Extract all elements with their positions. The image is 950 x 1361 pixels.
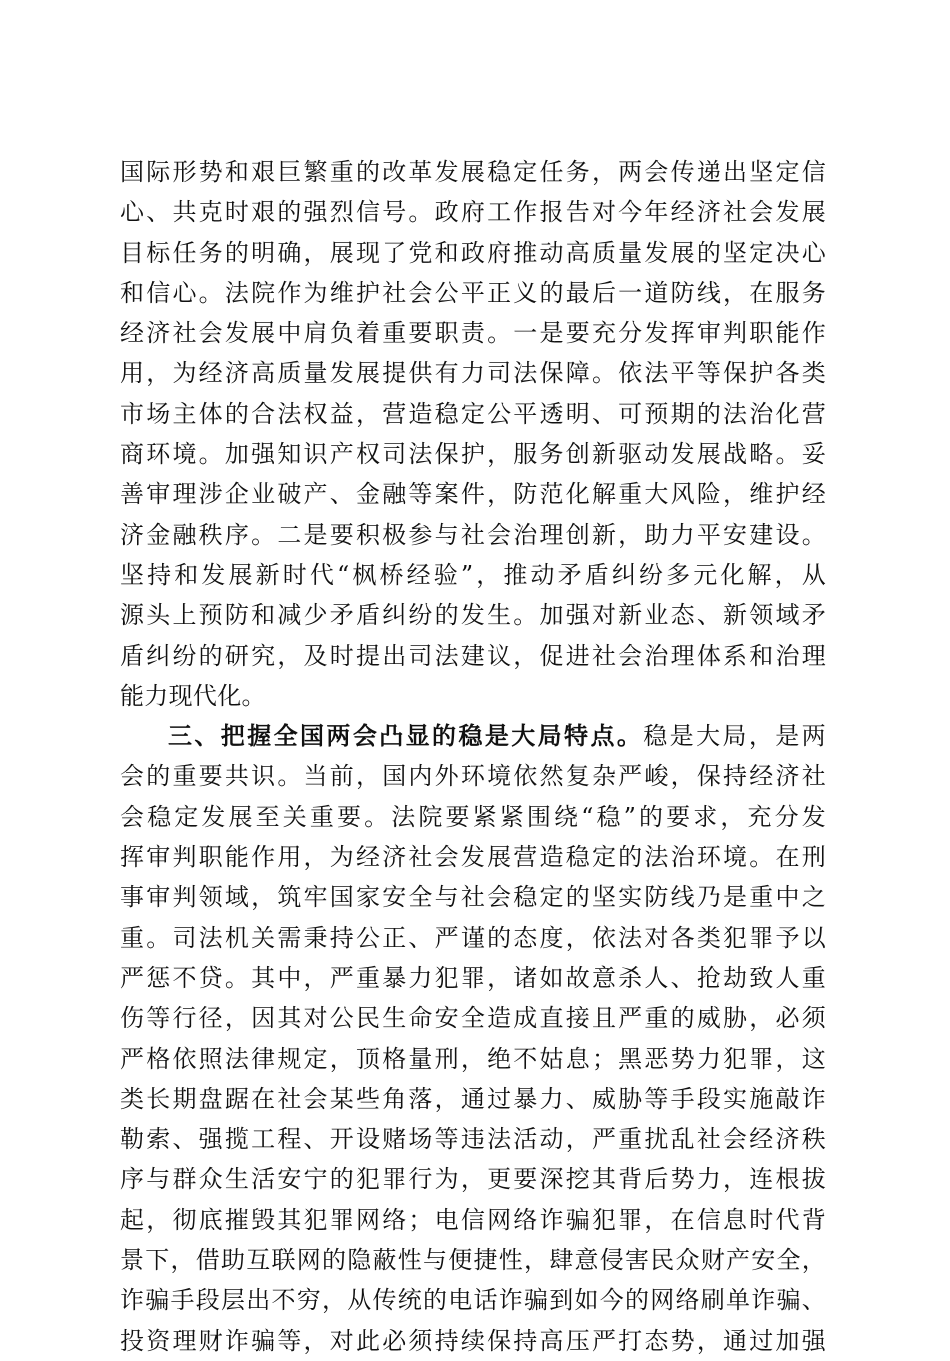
text-line: 严惩不贷。其中，严重暴力犯罪，诸如故意杀人、抢劫致人重 [120,963,826,992]
text-line: 景下，借助互联网的隐蔽性与便捷性，肆意侵害民众财产安全， [120,1246,826,1275]
text-line: 严格依照法律规定，顶格量刑，绝不姑息；黑恶势力犯罪，这 [120,1044,826,1073]
text-line: 盾纠纷的研究，及时提出司法建议，促进社会治理体系和治理 [120,641,826,670]
text-line: 坚持和发展新时代“枫桥经验”，推动矛盾纠纷多元化解，从 [120,560,826,589]
document-body [120,152,826,1361]
text-line: 能力现代化。 [120,681,266,710]
text-line: 济金融秩序。二是要积极参与社会治理创新，助力平安建设。 [120,520,826,549]
text-line: 会的重要共识。当前，国内外环境依然复杂严峻，保持经济社 [120,762,826,791]
heading-followup-text: 稳是大局，是两 [643,722,826,751]
text-line: 重。司法机关需秉持公正、严谨的态度，依法对各类犯罪予以 [120,923,826,952]
text-line: 序与群众生活安宁的犯罪行为，更要深挖其背后势力，连根拔 [120,1165,826,1194]
text-line: 市场主体的合法权益，营造稳定公平透明、可预期的法治化营 [120,399,826,428]
paragraph-2-first-line [120,716,826,756]
paragraph-1 [120,152,826,716]
text-line: 商环境。加强知识产权司法保护，服务创新驱动发展战略。妥 [120,440,826,469]
text-line: 勒索、强揽工程、开设赌场等违法活动，严重扰乱社会经济秩 [120,1125,826,1154]
text-line: 投资理财诈骗等，对此必须持续保持高压严打态势，通过加强 [120,1326,826,1355]
text-line: 会稳定发展至关重要。法院要紧紧围绕“稳”的要求，充分发 [120,802,826,831]
text-line: 心、共克时艰的强烈信号。政府工作报告对今年经济社会发展 [120,198,826,227]
text-line: 挥审判职能作用，为经济社会发展营造稳定的法治环境。在刑 [120,843,826,872]
text-line: 起，彻底摧毁其犯罪网络；电信网络诈骗犯罪，在信息时代背 [120,1205,826,1234]
text-line: 善审理涉企业破产、金融等案件，防范化解重大风险，维护经 [120,480,826,509]
text-line: 类长期盘踞在社会某些角落，通过暴力、威胁等手段实施敲诈 [120,1084,826,1113]
text-line: 伤等行径，因其对公民生命安全造成直接且严重的威胁，必须 [120,1004,826,1033]
text-line: 和信心。法院作为维护社会公平正义的最后一道防线，在服务 [120,278,826,307]
text-line: 事审判领域，筑牢国家安全与社会稳定的坚实防线乃是重中之 [120,883,826,912]
text-line: 源头上预防和减少矛盾纠纷的发生。加强对新业态、新领域矛 [120,601,826,630]
section-heading: 三、把握全国两会凸显的稳是大局特点。 [168,721,644,751]
text-line: 诈骗手段层出不穷，从传统的电话诈骗到如今的网络刷单诈骗、 [120,1286,826,1315]
text-line: 目标任务的明确，展现了党和政府推动高质量发展的坚定决心 [120,238,826,267]
text-line: 经济社会发展中肩负着重要职责。一是要充分发挥审判职能作 [120,319,826,348]
text-line: 国际形势和艰巨繁重的改革发展稳定任务，两会传递出坚定信 [120,158,826,186]
paragraph-2-lines [120,756,826,1360]
paragraph-2 [120,716,826,1361]
text-line: 用，为经济高质量发展提供有力司法保障。依法平等保护各类 [120,359,826,388]
